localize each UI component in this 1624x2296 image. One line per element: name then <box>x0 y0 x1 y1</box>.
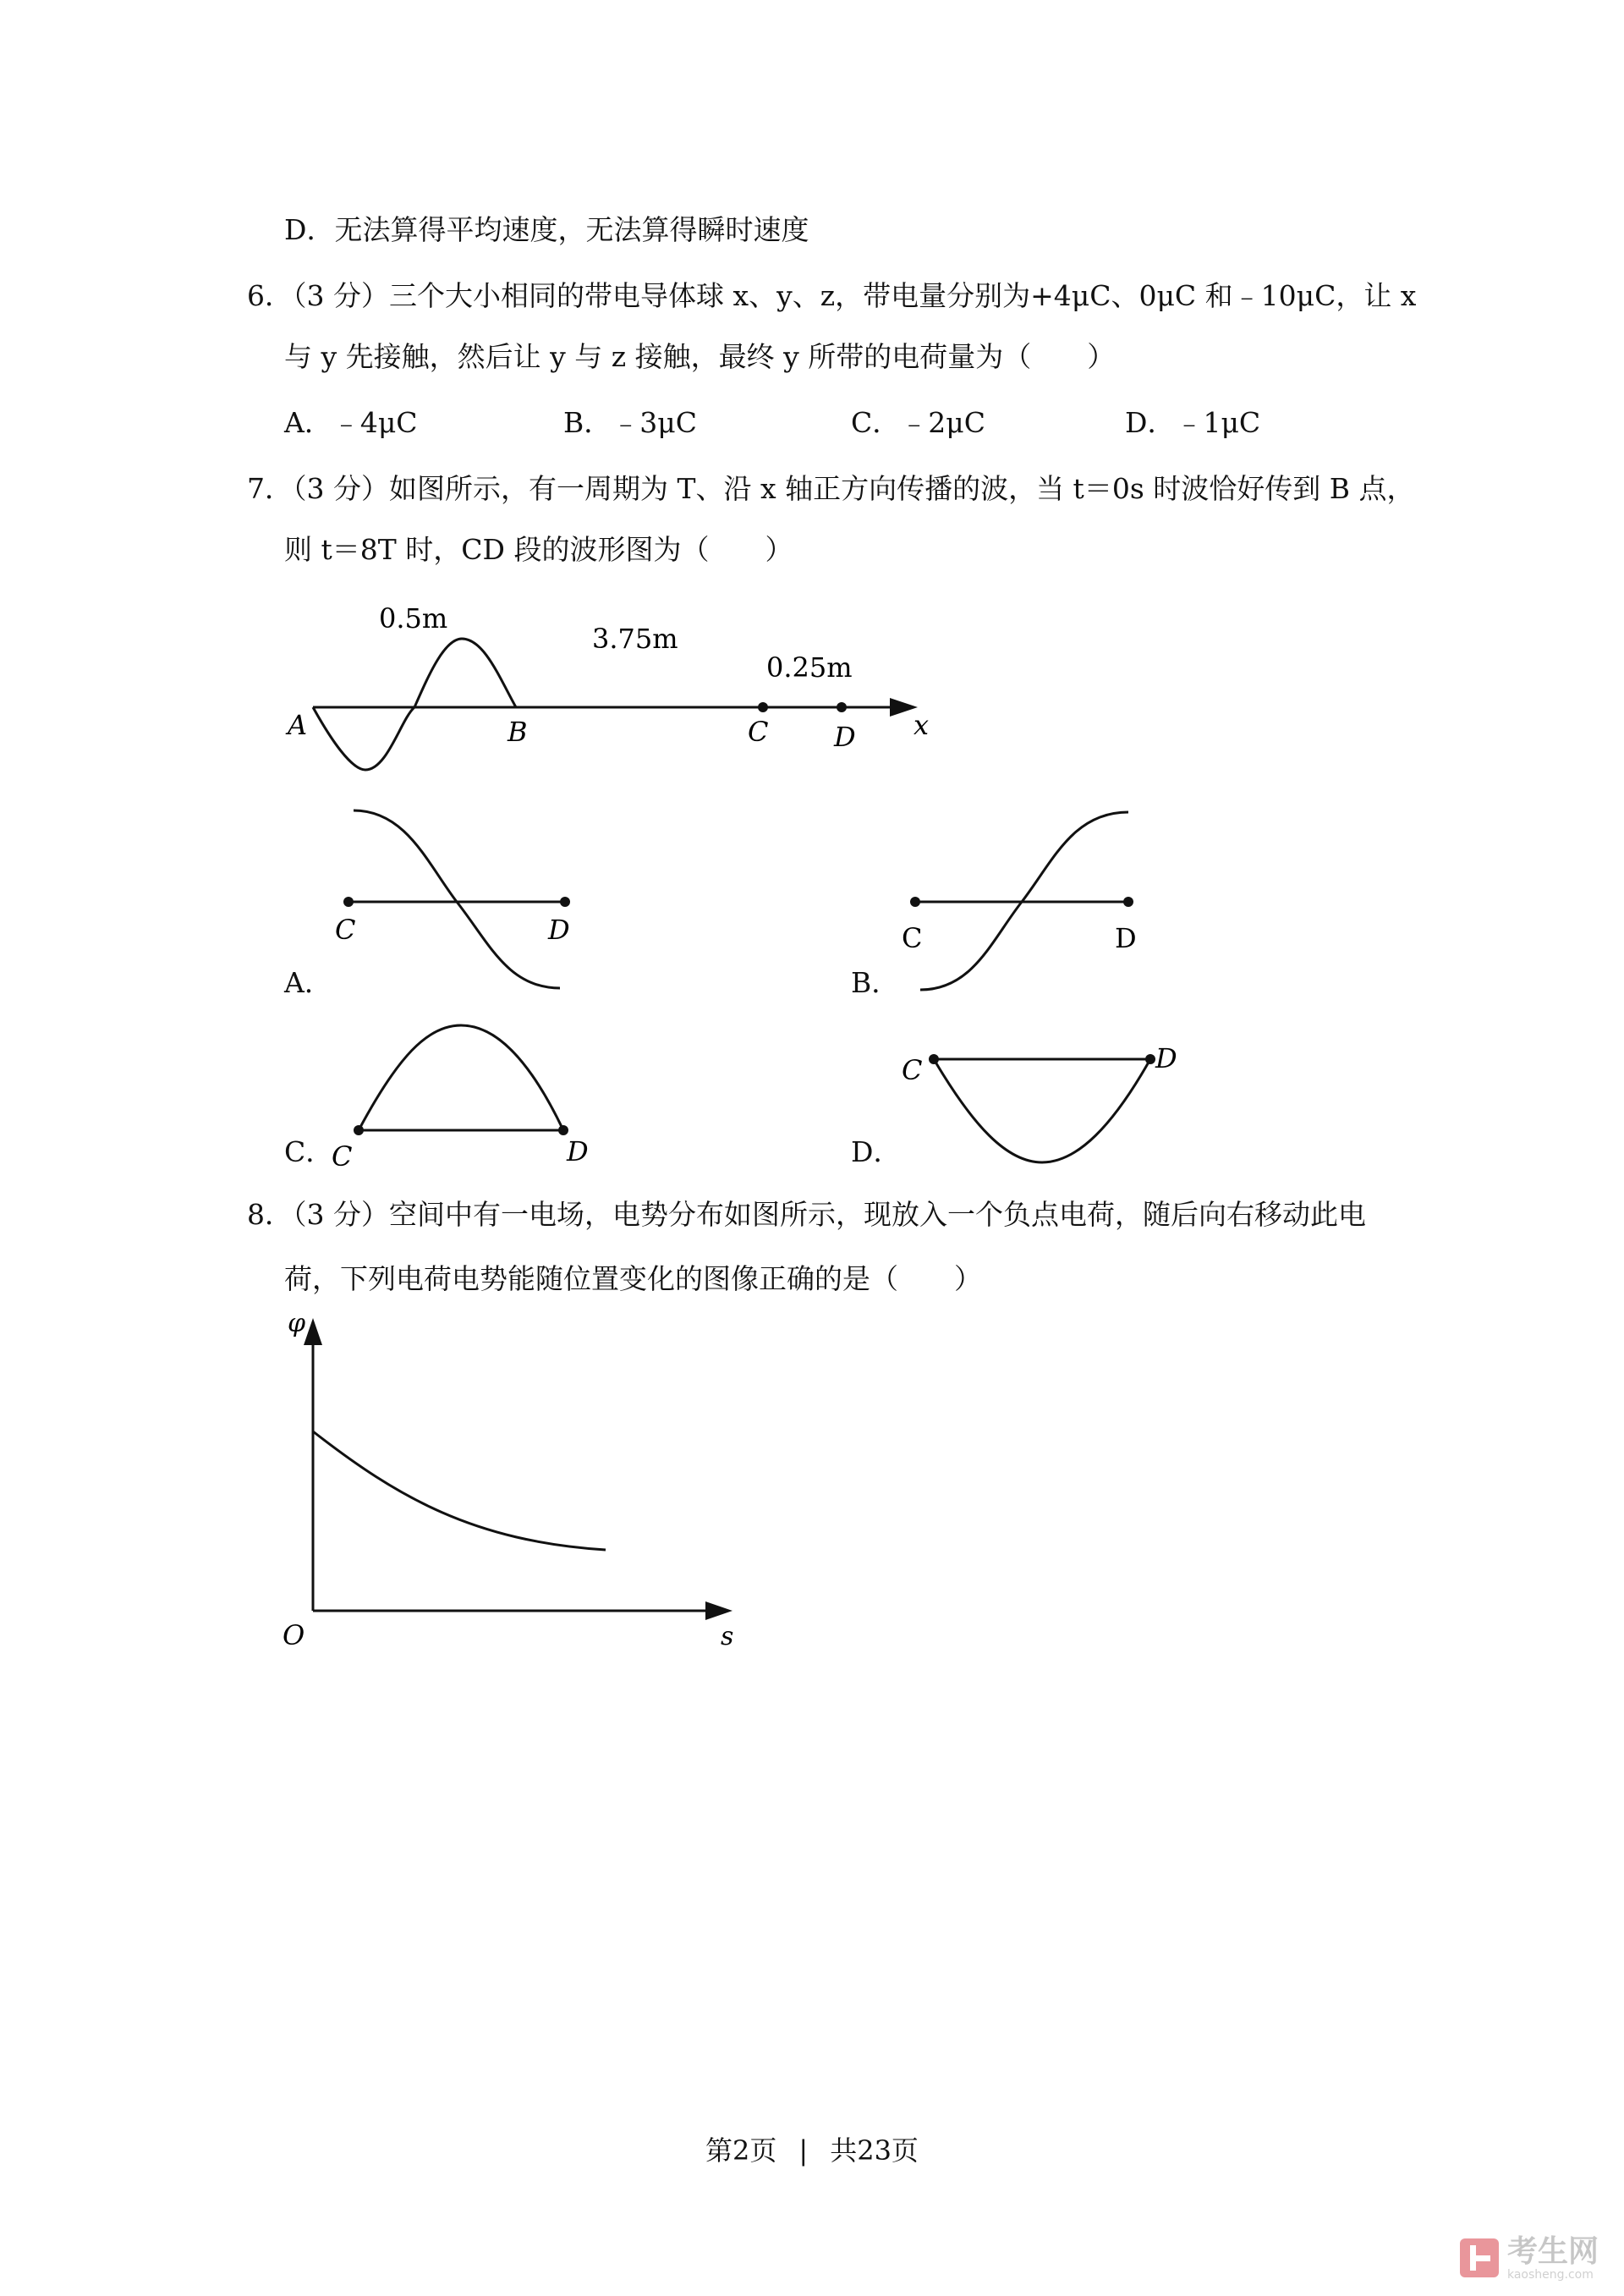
wave-curve-ab <box>313 639 516 770</box>
page-total: 共23页 <box>830 2134 919 2167</box>
point-d-dot <box>837 702 847 712</box>
q7-option-b-graph <box>902 812 1137 990</box>
q8-potential-graph <box>283 1309 733 1651</box>
option-d-d: D <box>1155 1042 1177 1074</box>
label-c: C <box>748 716 769 748</box>
q6-stem-line1: 6．（3 分）三个大小相同的带电导体球 x、y、z，带电量分别为+4μC、0μC 和﹣10μC，让 x <box>247 279 1417 312</box>
label-0-5m: 0.5m <box>379 602 448 634</box>
q7-option-d-graph <box>902 1042 1177 1162</box>
q7-option-c-graph <box>332 1025 589 1173</box>
option-d-c: C <box>902 1054 923 1086</box>
label-3-75m: 3.75m <box>592 623 678 655</box>
page-footer <box>0 2132 1624 2169</box>
potential-curve <box>313 1431 606 1550</box>
q6-stem-line2: 与 y 先接触，然后让 y 与 z 接触，最终 y 所带的电荷量为（ ） <box>284 340 1116 373</box>
label-phi: φ <box>288 1309 306 1338</box>
q7-option-c-label: C． <box>284 1135 334 1168</box>
q8-stem-line2: 荷，下列电荷电势能随位置变化的图像正确的是（ ） <box>284 1262 982 1295</box>
watermark-logo-icon <box>1460 2238 1499 2277</box>
option-b-c: C <box>902 922 923 954</box>
label-0-25m: 0.25m <box>766 651 853 684</box>
label-s: s <box>721 1622 734 1651</box>
q7-stem-line1: 7．（3 分）如图所示，有一周期为 T、沿 x 轴正方向传播的波，当 t＝0s 时波恰好传到 B 点， <box>247 472 1415 505</box>
label-b: B <box>508 716 528 748</box>
q7-option-a-graph <box>335 810 570 988</box>
footer-separator: | <box>798 2134 809 2167</box>
option-a-d: D <box>548 914 570 946</box>
q5-option-d: D．无法算得平均速度，无法算得瞬时速度 <box>284 213 809 246</box>
q8-stem-line1: 8．（3 分）空间中有一电场，电势分布如图所示，现放入一个负点电荷，随后向右移动此电 <box>247 1198 1366 1231</box>
q7-wave-diagram <box>285 602 929 770</box>
option-a-c: C <box>335 914 356 946</box>
watermark <box>1460 2235 1599 2281</box>
s-axis-arrow <box>705 1601 732 1620</box>
q6-option-b: B．﹣3μC <box>563 406 697 439</box>
point-c-dot <box>758 702 768 712</box>
q6-option-c: C．﹣2μC <box>851 406 985 439</box>
option-c-d: D <box>567 1135 589 1167</box>
label-a: A <box>288 709 308 741</box>
q7-option-a-label: A． <box>284 966 332 999</box>
q7-option-b-label: B． <box>851 966 900 999</box>
page-number: 第2页 <box>705 2134 777 2167</box>
q6-option-d: D．﹣1μC <box>1125 406 1261 439</box>
label-d: D <box>834 721 856 753</box>
option-c-c: C <box>332 1140 353 1173</box>
watermark-name: 考生网 <box>1506 2234 1599 2269</box>
watermark-domain: kaosheng.com <box>1506 2268 1594 2282</box>
q7-option-d-label: D． <box>851 1135 902 1168</box>
label-x: x <box>914 709 930 741</box>
option-b-d: D <box>1115 922 1137 954</box>
q7-stem-line2: 则 t＝8T 时，CD 段的波形图为（ ） <box>284 533 793 566</box>
label-origin: O <box>283 1619 305 1651</box>
phi-axis-arrow <box>304 1318 322 1345</box>
q6-option-a: A．﹣4μC <box>284 406 418 439</box>
